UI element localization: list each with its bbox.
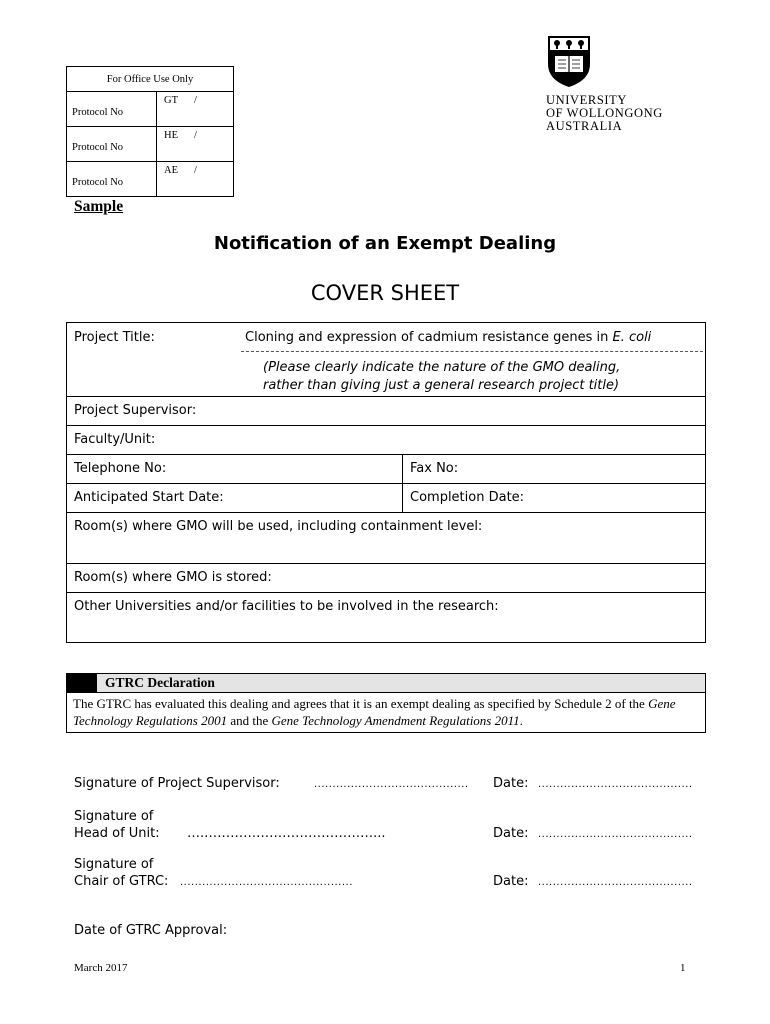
protocol-slash: / bbox=[194, 165, 197, 176]
project-title-divider bbox=[241, 351, 703, 352]
chair-signature-line[interactable]: ............................................... bbox=[180, 877, 353, 888]
gtrc-declaration-text bbox=[67, 693, 705, 732]
supervisor-signature-line[interactable]: .......................................... bbox=[314, 779, 469, 790]
head-signature-line[interactable]: ….…………………………………... bbox=[187, 826, 386, 841]
supervisor-label: Project Supervisor: bbox=[74, 403, 197, 418]
declaration-header-marker bbox=[67, 674, 97, 692]
page-number: 1 bbox=[680, 962, 686, 974]
sample-label: Sample bbox=[74, 198, 124, 215]
protocol-slash: / bbox=[194, 130, 197, 141]
declaration-text-3: . bbox=[519, 713, 523, 728]
other-facilities-row[interactable] bbox=[67, 592, 705, 642]
head-signature-label-2: Head of Unit: bbox=[74, 826, 160, 841]
protocol-code-ae: AE bbox=[164, 165, 178, 176]
project-note-line-2: rather than giving just a general research project title) bbox=[263, 378, 620, 393]
university-line-1: UNIVERSITY bbox=[546, 93, 627, 107]
university-name bbox=[546, 94, 663, 133]
declaration-regulation-1: Gene Technology Regulations 2001 bbox=[73, 696, 676, 728]
chair-date-label: Date: bbox=[493, 874, 529, 889]
other-facilities-label: Other Universities and/or facilities to be involved in the research: bbox=[74, 599, 499, 614]
fax-field[interactable] bbox=[403, 455, 705, 483]
protocol-value-gt[interactable] bbox=[157, 92, 234, 127]
rooms-used-row[interactable] bbox=[67, 512, 705, 563]
chair-signature-label-2: Chair of GTRC: bbox=[74, 874, 169, 889]
chair-signature-label-1: Signature of bbox=[74, 857, 154, 872]
project-note-line-1: (Please clearly indicate the nature of the GMO dealing, bbox=[263, 360, 621, 375]
document-title: Notification of an Exempt Dealing bbox=[213, 233, 557, 254]
completion-date-field[interactable] bbox=[403, 484, 705, 512]
completion-date-label: Completion Date: bbox=[410, 490, 525, 505]
telephone-fax-row bbox=[67, 454, 705, 483]
protocol-code-gt: GT bbox=[164, 95, 178, 106]
supervisor-date-line[interactable]: .......................................... bbox=[538, 779, 693, 790]
footer-date: March 2017 bbox=[74, 962, 128, 974]
start-date-field[interactable] bbox=[67, 484, 403, 512]
faculty-row[interactable] bbox=[67, 425, 705, 454]
project-title-value[interactable] bbox=[245, 330, 651, 345]
university-line-2: OF WOLLONGONG bbox=[546, 106, 663, 120]
protocol-label-gt: Protocol No bbox=[67, 92, 157, 127]
protocol-label-he: Protocol No bbox=[67, 127, 157, 162]
office-use-header: For Office Use Only bbox=[67, 67, 234, 92]
university-crest-logo bbox=[546, 34, 592, 88]
protocol-value-ae[interactable] bbox=[157, 162, 234, 197]
project-title-label: Project Title: bbox=[74, 330, 155, 345]
project-title-note bbox=[263, 359, 693, 395]
faculty-label: Faculty/Unit: bbox=[74, 432, 156, 447]
declaration-text-1: The GTRC has evaluated this dealing and agrees that it is an exempt dealing as specified by Schedule 2 of the bbox=[73, 696, 649, 711]
protocol-slash: / bbox=[194, 95, 197, 106]
gtrc-declaration-title: GTRC Declaration bbox=[105, 675, 215, 690]
start-date-label: Anticipated Start Date: bbox=[74, 490, 224, 505]
project-title-row[interactable] bbox=[67, 323, 705, 396]
rooms-used-label: Room(s) where GMO will be used, including containment level: bbox=[74, 519, 483, 534]
declaration-regulation-2: Gene Technology Amendment Regulations 2011 bbox=[271, 713, 520, 728]
head-date-line[interactable]: .......................................... bbox=[538, 829, 693, 840]
protocol-value-he[interactable] bbox=[157, 127, 234, 162]
telephone-label: Telephone No: bbox=[74, 461, 167, 476]
telephone-field[interactable] bbox=[67, 455, 403, 483]
university-line-3: AUSTRALIA bbox=[546, 119, 623, 133]
rooms-stored-row[interactable] bbox=[67, 563, 705, 592]
declaration-text-2: and the bbox=[227, 713, 272, 728]
project-title-text: Cloning and expression of cadmium resistance genes in bbox=[245, 330, 613, 345]
head-signature-label-1: Signature of bbox=[74, 809, 154, 824]
cover-sheet-form bbox=[66, 322, 706, 643]
fax-label: Fax No: bbox=[410, 461, 459, 476]
gtrc-declaration-header bbox=[67, 674, 705, 693]
gtrc-declaration-box bbox=[66, 673, 706, 733]
supervisor-row[interactable] bbox=[67, 396, 705, 425]
head-date-label: Date: bbox=[493, 826, 529, 841]
dates-row bbox=[67, 483, 705, 512]
rooms-stored-label: Room(s) where GMO is stored: bbox=[74, 570, 272, 585]
chair-date-line[interactable]: .......................................... bbox=[538, 877, 693, 888]
protocol-code-he: HE bbox=[164, 130, 178, 141]
office-use-table bbox=[66, 66, 234, 197]
gtrc-approval-date-label: Date of GTRC Approval: bbox=[74, 923, 228, 938]
supervisor-signature-label: Signature of Project Supervisor: bbox=[74, 776, 280, 791]
document-subtitle: COVER SHEET bbox=[310, 281, 460, 305]
project-title-organism: E. coli bbox=[612, 330, 652, 345]
supervisor-date-label: Date: bbox=[493, 776, 529, 791]
protocol-label-ae: Protocol No bbox=[67, 162, 157, 197]
